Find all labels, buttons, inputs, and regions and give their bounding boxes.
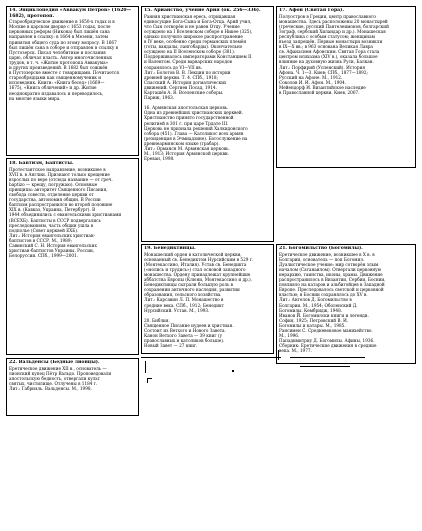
- entry-body-line: в IV веке, особенно среди германских племён: [144, 39, 247, 45]
- entry-body-line: влияние на духовную жизнь Руси, Балкан.: [279, 59, 374, 65]
- entry-body-line: осуждено на I Вселенском соборе в Никее (325),: [144, 28, 253, 34]
- entry-box-b1: [6, 158, 139, 355]
- entry-heading: 22. Вальденсы (Бедные лионцы).: [9, 360, 100, 365]
- entry-body-line: Лит.: История евангельских христиан-: [9, 232, 96, 238]
- entry-body-line: движений. Сергиев Посад, 1914.: [144, 84, 217, 90]
- entry-body-line: Поддерживалось императорами Констанцием II: [144, 54, 252, 60]
- entry-body-line: Соколов И. И. Афон. М., 1904.: [279, 79, 347, 85]
- entry-box-a2: [141, 6, 274, 242]
- entry-body-line: аббатства Европы (Клюни, Монтекассино и др.).: [144, 277, 253, 283]
- entry-body-line: Дуалистическое учение: мир сотворён злым: [279, 261, 379, 267]
- entry-body-line: Белоруссии. СПб., 1999—2001.: [9, 253, 79, 259]
- entry-heading: 18. Баптизм, Баптисты.: [9, 161, 74, 166]
- entry-body-line: христиан-баптистов Украины, России,: [9, 248, 95, 254]
- entry-body-line: Париж, 1963.: [144, 95, 175, 101]
- entry-body-line: Савинский С. Н. История евангельских: [9, 243, 97, 248]
- entry-body-line: подполье (Совет церквей ЕХБ).: [9, 227, 79, 233]
- entry-body-line: центром исихазма (XIV в.), оказала большое: [279, 54, 378, 60]
- entry-body-line: в IX—X вв.; в 963 основана Великая Лавра: [279, 44, 373, 50]
- entry-body-line: Карташёв А. В. Вселенские соборы.: [144, 90, 224, 95]
- entry-body-line: Одна из древнейших христианских церквей.: [144, 110, 244, 116]
- entry-body-line: Лит.: Ангелов Д. Богомильство в: [279, 297, 352, 303]
- entry-body-line: был лишён сана в соборе и отправлен в ссылку в: [9, 44, 119, 50]
- entry-body-line: и других произведений. В 1682 был сожжён: [9, 65, 108, 71]
- entry-body-line: в Православной церкви. Киев, 2007.: [279, 90, 360, 95]
- entry-body-line: осуждено на II Вселенском соборе (381).: [144, 49, 236, 55]
- entry-body-line: («молись и трудись») стал основой западного: [144, 266, 246, 272]
- entry-body-line: Церковь не признала решений Халкидонского: [144, 125, 248, 131]
- entry-body-line: Пустозерск. Писал челобитные и послания: [9, 49, 106, 55]
- entry-body-line: однако получило широкое распространение: [144, 33, 243, 39]
- entry-body-line: Ранняя христианская ересь, отрицавшая: [144, 13, 236, 19]
- entry-body-line: 20. Библия.: [144, 317, 170, 323]
- entry-body: [279, 252, 414, 354]
- entry-box-a3: [276, 6, 416, 168]
- scan-mark: [147, 378, 152, 383]
- entry-body-line: 1675), «Книга обличений» и др. Житие: [9, 85, 97, 91]
- scan-mark: [232, 370, 234, 372]
- entry-body-line: принципы: авторитет Священного Писания,: [9, 186, 108, 192]
- entry-body-line: апостольскую бедность, отвергали культ: [9, 375, 100, 381]
- entry-body-line: Болгарии. М., 1954; Оболенский Д.: [279, 302, 358, 308]
- entry-body-line: монашества. Здесь расположены 20 монастырей: [279, 18, 388, 24]
- entry-body-line: Русский на Афоне. М., 1912.: [279, 74, 343, 80]
- entry-body-line: (ВСЕХБ). Баптисты в СССР подвергались: [9, 217, 101, 223]
- entry-body-line: сохранялось до VI—VII вв.: [144, 64, 202, 70]
- entry-body-line: Богомилы. Кембридж, 1948.: [279, 307, 343, 313]
- entry-body-line: XIX в. (Кавказ, Украина, Петербург). В: [9, 207, 96, 213]
- entry-body-line: образования, сельского хозяйства.: [144, 292, 222, 298]
- entry-body-line: Протестантское направление, возникшее в: [9, 166, 106, 172]
- entry-body-line: религией в 301 г. при царе Трдате III.: [144, 120, 229, 126]
- entry-body-line: Спасский А. История догматических: [144, 79, 227, 85]
- entry-box-c1: [6, 358, 139, 416]
- entry-body-line: София, 1925; Петровский В. И.: [279, 317, 349, 323]
- entry-body-line: Лит.: Болотов В. В. Лекции по истории: [144, 69, 231, 75]
- entry-body-line: и Валентом. Среди варварских народов: [144, 59, 232, 65]
- entry-body-line: началом (Сатанаилом). Отвергали церковную: [279, 266, 382, 272]
- entry-body-line: Священное Писание иудеев и христиан.: [144, 322, 234, 328]
- entry-body: [9, 167, 137, 259]
- entry-heading: 21. Богомильство (Богомилы).: [279, 246, 363, 251]
- entry-body-line: Европе. Преследовалось светской и церковной: [279, 287, 384, 293]
- entry-body-line: Состоит из Ветхого и Нового Завета.: [144, 328, 226, 333]
- entry-body-line: (Монтекассино, Италия). Устав св. Бенедикта: [144, 261, 247, 267]
- entry-body-line: baptizo — крещу, погружаю). Основные: [9, 181, 98, 187]
- entry-body-line: Болгарии, основатель — поп Богомил.: [279, 256, 365, 262]
- entry-body: [279, 14, 414, 96]
- entry-body-line: Еретическое движение, возникшее в X в. в: [279, 251, 375, 257]
- entry-body-line: святых, чистилище. Отлучены в 1184 г.: [9, 380, 98, 386]
- entry-body-line: исповедник. Книги: «Книга бесед» (1669—: [9, 80, 105, 86]
- entry-body-line: баптистов в СССР. М., 1989;: [9, 237, 72, 243]
- entry-body-line: (резиденция в Эчмиадзине). Богослужение на: [144, 135, 248, 141]
- entry-body-line: Старообрядческое движение в 1650-х годах и в: [9, 19, 115, 25]
- entry-body-line: древней церкви. Т. 4. СПб., 1918;: [144, 74, 218, 80]
- entry-body-line: Еретическое движение XII в., основатель —: [9, 365, 107, 371]
- entry-body-line: Пападимитриу Д. Богомилы. Афины, 1936.: [279, 338, 375, 344]
- entry-body: [9, 19, 137, 101]
- divider-line: [141, 357, 281, 358]
- entry-body-line: Москве в царском дворце с 1653 годах, после: [9, 24, 111, 30]
- entry-body-line: основанный св. Бенедиктом Нурсийским в 529 г.: [144, 256, 254, 262]
- entry-heading: 19. Бенедиктинцы.: [144, 246, 196, 251]
- entry-body-line: баптизм распространился во второй половине: [9, 202, 113, 208]
- entry-body-line: свобода совести, отделение церкви от: [9, 192, 94, 198]
- entry-body-line: православных и католиков больше).: [144, 338, 225, 344]
- entry-body-line: Лит.: Габриэль. Вальденсы. М., 1998.: [9, 385, 92, 391]
- entry-box-a1: [6, 6, 139, 156]
- entry-box-b3: [276, 244, 416, 364]
- entry-body-line: Канон Ветхого Завета — 39 книг (у: [144, 333, 223, 339]
- entry-body-line: М., 1996.: [279, 333, 300, 339]
- entry-body-line: принятия общего суда по этому вопросу. В 1667: [9, 39, 117, 45]
- entry-body-line: на многие языки мира.: [9, 95, 61, 101]
- entry-body-line: старообрядцами как священномученик и: [9, 75, 102, 81]
- entry-body-line: единосущие Бога-Сына и Бога-Отца. Арий учил,: [144, 18, 252, 24]
- entry-body-line: 1944 объединились с евангельскими христианами: [9, 212, 122, 218]
- entry-body-line: Афона. Ч. 1—3. Киев; СПб., 1877—1892;: [279, 69, 368, 75]
- entry-body-line: государства, автономия общин. В России: [9, 197, 101, 203]
- scan-mark: [278, 350, 279, 360]
- scan-mark: [145, 361, 149, 373]
- entry-body-line: Монашеский орден в католической церкви,: [144, 251, 242, 257]
- divider-line: [290, 357, 365, 358]
- entry-body-line: направлен в ссылку: в 1664 в Мезени, затем: [9, 34, 109, 40]
- entry-body-line: распространилось в Византии, Сербии, Боснии,: [279, 277, 386, 283]
- entry-body-line: Новый Завет — 27 книг.: [144, 343, 198, 349]
- entry-body: [9, 366, 137, 391]
- entry-body-line: сохранении античного наследия, развитии: [144, 287, 240, 293]
- entry-body-line: преследованиям, часть общин ушла в: [9, 222, 94, 228]
- entry-body: [144, 14, 272, 162]
- entry-body-line: Нурсийский. Устав. М., 1993.: [144, 307, 210, 313]
- entry-heading: 15. Арианство, учение Ария (ок. 256—336).: [144, 8, 261, 13]
- entry-body-line: церковных реформ (Никона) был лишён сана: [9, 29, 110, 35]
- entry-body-line: въезд запрещён. Первые монастыри возникли: [279, 39, 383, 45]
- entry-body-line: повлияло на катаров и альбигойцев в Западной: [279, 282, 385, 288]
- entry-body-line: (греческие, русский Пантелеимонов, болгарский: [279, 23, 389, 29]
- entry-body-line: Лит.: Ормансн М. Армянская церковь.: [144, 146, 230, 152]
- entry-body-line: М., 1913; История Армянской церкви.: [144, 151, 230, 157]
- entry-body-line: Мейендорф И. Византийское наследие: [279, 84, 366, 90]
- entry-body-line: неоднократно издавалось и переводилось,: [9, 90, 104, 96]
- entry-heading: 14. Энциклопедия «Аввакум Петров» (1620—1682), протопоп.: [9, 8, 132, 19]
- entry-body-line: (готы, вандалы, лангобарды). Окончательно: [144, 44, 243, 50]
- entry-body-line: средние века. СПб., 1912; Бенедикт: [144, 302, 224, 308]
- entry-body-line: царю, обличал власть. Автор многочисленных: [9, 54, 113, 60]
- entry-body-line: трудов, в т. ч. «Житие протопопа Аввакума»: [9, 59, 109, 65]
- entry-body-line: иерархию, таинства, иконы, храмы. Движение: [279, 271, 383, 277]
- entry-body-line: республика с особым статусом; женщинам: [279, 33, 375, 39]
- entry-body-line: Ереван, 1998.: [144, 156, 175, 162]
- entry-body-line: Лит.: Карсавин Л. П. Монашество в: [144, 297, 224, 303]
- entry-body-line: Лит.: Порфирий (Успенский). История: [279, 64, 366, 70]
- entry-body-line: собора (451). Глава — Католикос всех армян: [144, 130, 244, 136]
- entry-body-line: лионский купец Пётр Вальдо. Проповедовали: [9, 370, 112, 376]
- entry-body-line: Богомилы и катары. М., 1985.: [279, 322, 346, 328]
- entry-body-line: в Пустозерске вместе с товарищами. Почитается: [9, 70, 120, 76]
- entry-body-line: Сборник: Еретические движения в средние: [279, 343, 377, 349]
- entry-body-line: св. Афанасием Афонским. Святая Гора стала: [279, 49, 380, 55]
- entry-body-line: древнеармянском языке (грабар).: [144, 140, 220, 146]
- entry-body-line: взрослых по вере (отсюда название — от греч.: [9, 176, 113, 182]
- entry-body-line: Христианство принято государственной: [144, 115, 234, 121]
- entry-body-line: века. М., 1977.: [279, 348, 312, 354]
- entry-body-line: властью; в Боснии сохранялось до XV в.: [279, 292, 368, 298]
- entry-body-line: что Сын сотворён и не равен Отцу. Учение: [144, 23, 240, 29]
- entry-body: [144, 252, 272, 349]
- entry-body-line: Зограф, сербский Хиландар и др.). Монашеская: [279, 28, 386, 34]
- entry-body-line: Рансимен С. Средневековое манихейство.: [279, 328, 373, 333]
- entry-body-line: монашества. Ордену принадлежат крупнейшие: [144, 271, 251, 277]
- entry-body-line: Полуостров в Греции, центр православного: [279, 13, 376, 19]
- entry-body-line: Иванов Й. Богомилски книги и легенди.: [279, 312, 369, 318]
- entry-heading: 17. Афон (Святая Гора).: [279, 8, 344, 13]
- entry-body-line: Бенедиктинцы сыграли большую роль в: [144, 282, 234, 288]
- entry-box-b2: [141, 244, 274, 354]
- divider-line: [300, 366, 350, 367]
- entry-body-line: XVII в. в Англии. Признают только крещение: [9, 171, 110, 177]
- entry-body-line: 16. Армянская апостольская церковь.: [144, 105, 229, 111]
